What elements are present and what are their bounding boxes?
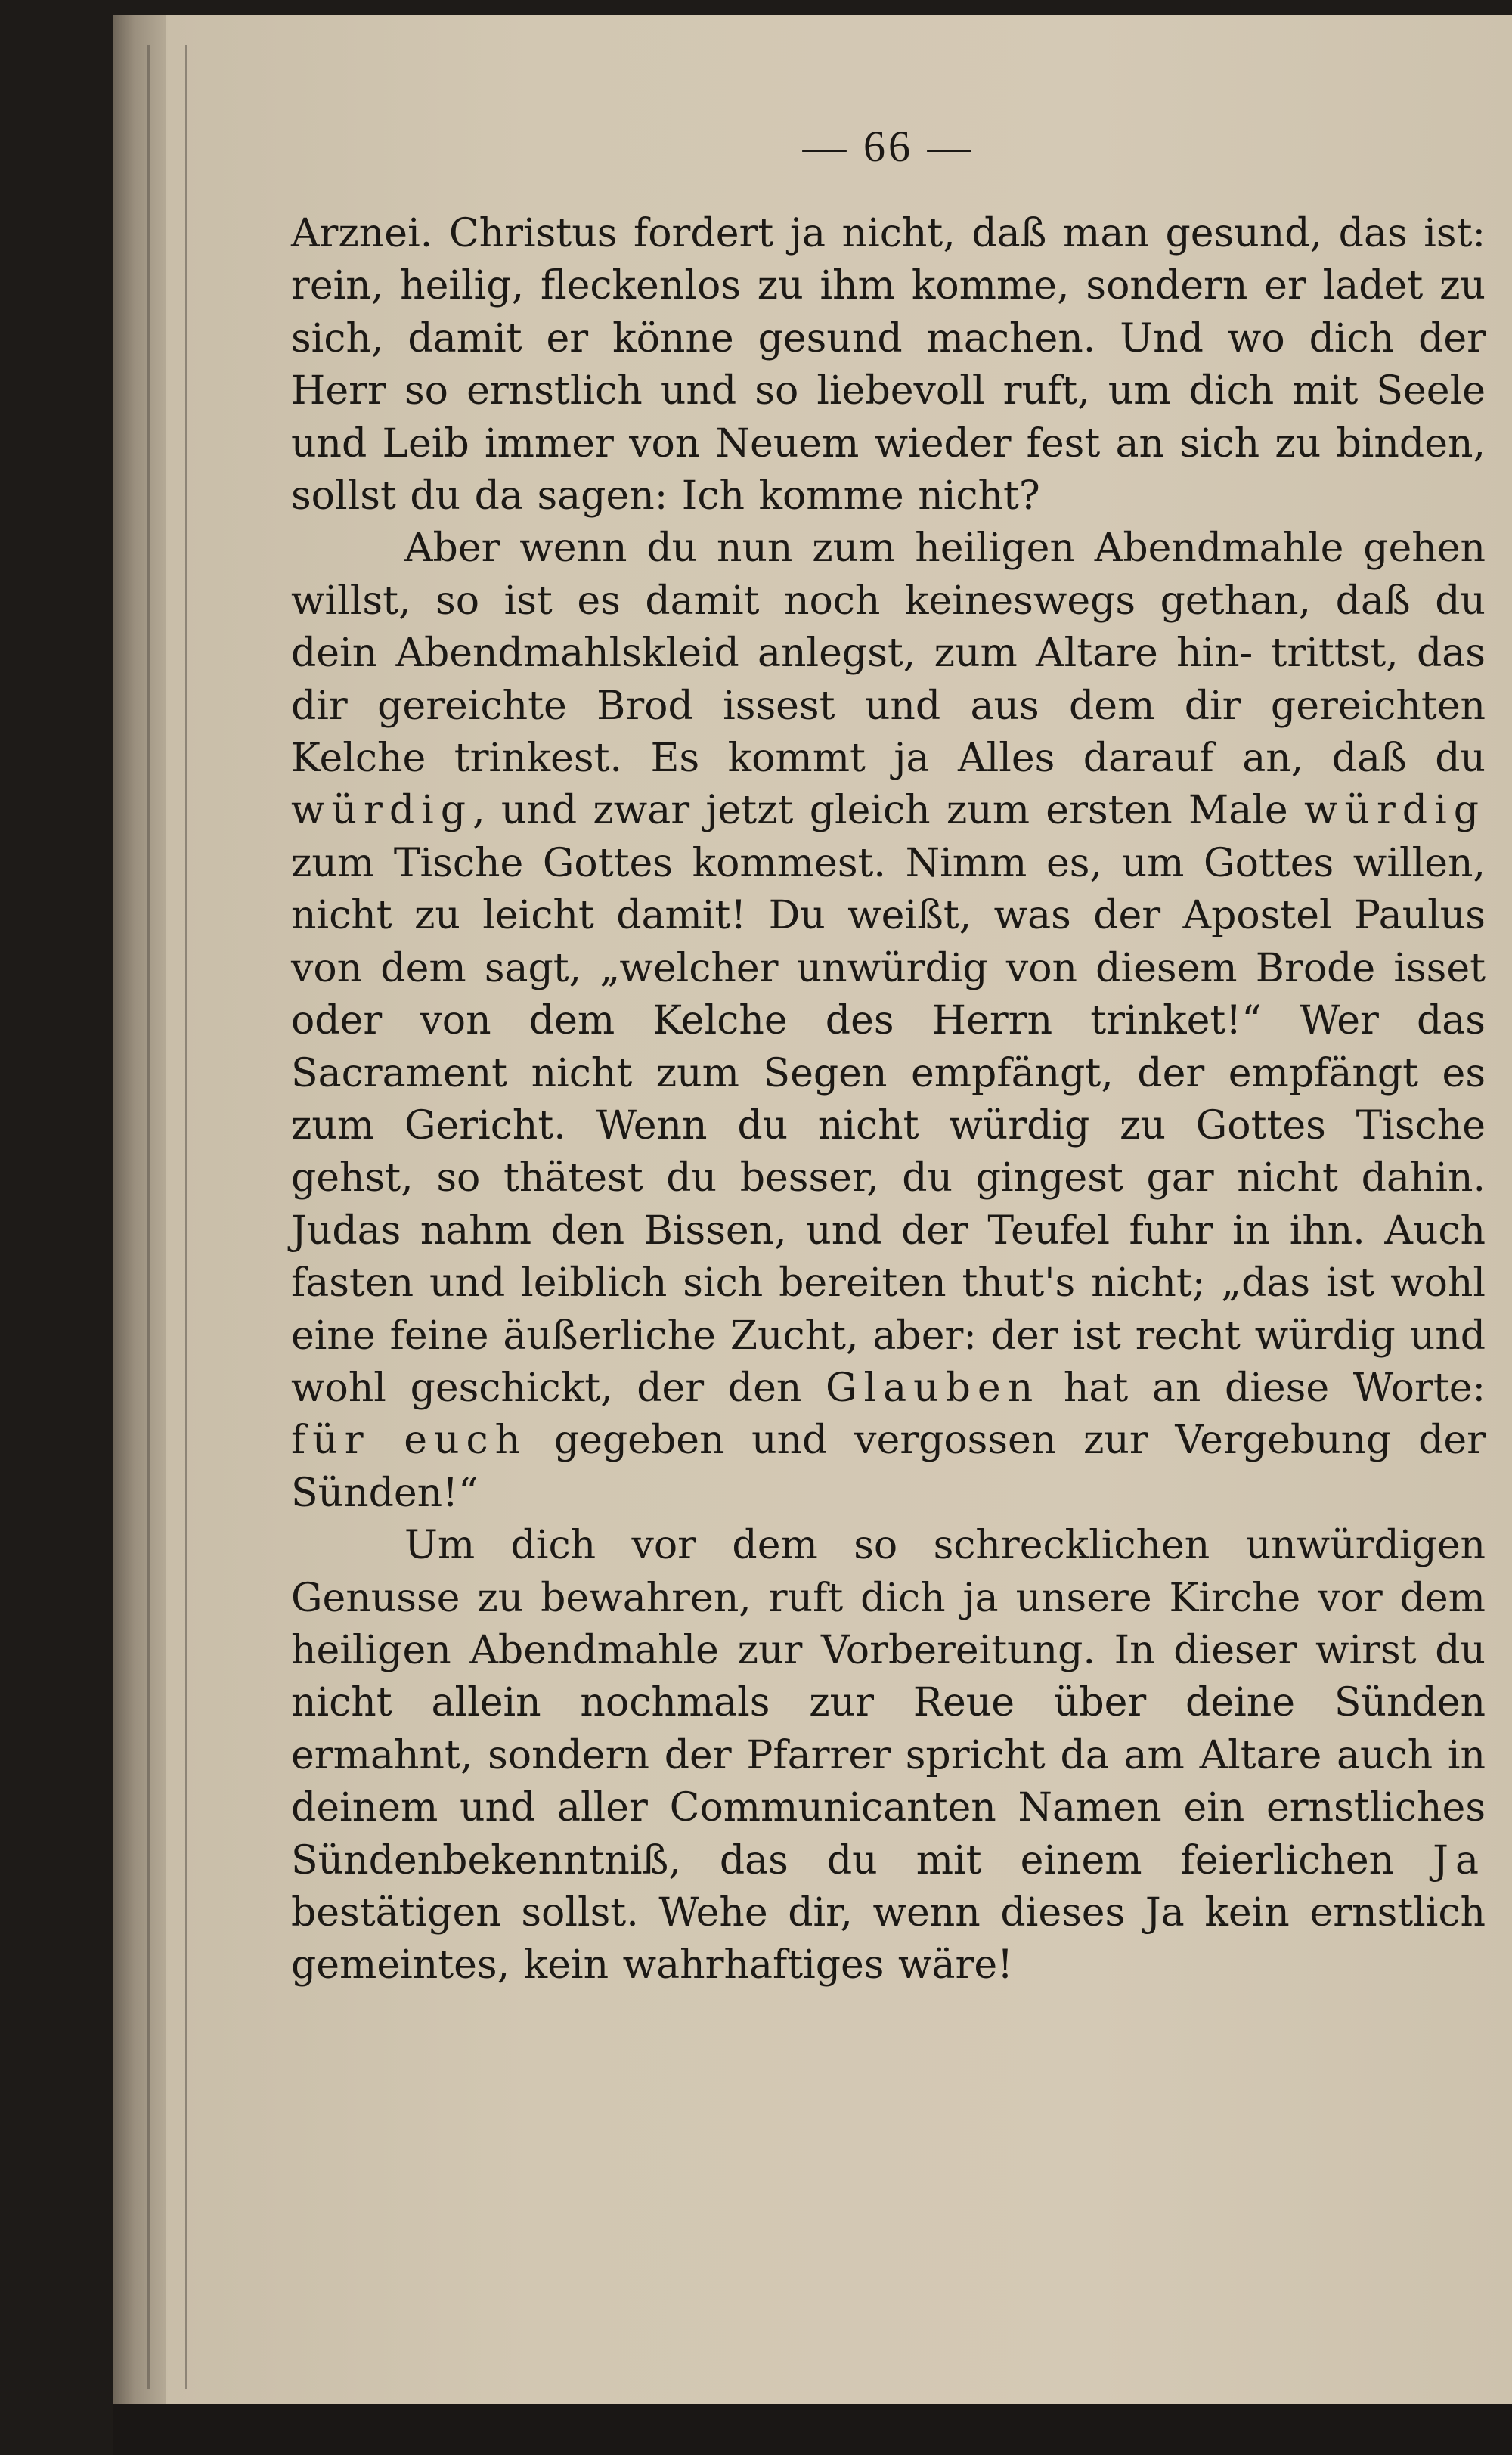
text-line: , und zwar jetzt gleich zum ersten — [472, 788, 1173, 834]
emphasized-word: würdig — [1303, 788, 1486, 834]
paragraph-2 — [291, 522, 1486, 1520]
text-line: gereichten Kelche trinkest. Es kommt ja Alles darauf — [291, 683, 1486, 782]
text-line: wohl geschickt, der den — [291, 1365, 802, 1411]
page-edge-line — [185, 45, 187, 2389]
text-line: Arznei. Christus fordert ja nicht, daß man gesund, — [291, 211, 1323, 256]
text-line: Altare auch in deinem und aller Communicanten Namen — [291, 1732, 1486, 1831]
text-line: was der Apostel Paulus von dem sagt, „welcher — [291, 893, 1486, 991]
text-line: daß du dein Abendmahlskleid anlegst, zum Altare hin- — [291, 578, 1486, 677]
text-line: des Herrn trinket!“ Wer das Sacrament nicht zum — [291, 998, 1486, 1096]
text-line: bestätigen sollst. Wehe dir, wenn dieses — [291, 1890, 1126, 1936]
text-line: wirst du nicht allein nochmals zur Reue über deine — [291, 1627, 1486, 1726]
emphasized-word: für euch — [291, 1418, 528, 1464]
page-edge-line — [147, 45, 150, 2389]
text-line: komme nicht? — [758, 473, 1040, 519]
text-line: Bissen, und der Teufel fuhr in ihn. Auch fasten und — [291, 1207, 1486, 1307]
paragraph-1 — [291, 208, 1486, 522]
text-line: wieder fest an sich zu binden, sollst du da sagen: Ich — [291, 420, 1486, 519]
text-line: Und wo dich der Herr so ernstlich und so liebevoll — [291, 315, 1486, 414]
text-line: Segen empfängt, der empfängt es zum Gericht. Wenn — [291, 1050, 1486, 1148]
text-line: hat an diese Worte: — [1063, 1365, 1486, 1411]
text-line: besser, du gingest gar nicht dahin. Judas nahm den — [291, 1155, 1486, 1254]
text-line: ruft, um dich mit Seele und Leib immer von Neuem — [291, 368, 1486, 467]
text-line: ein ernstliches Sündenbekenntniß, das du mit einem — [291, 1785, 1486, 1883]
text-line: das ist: rein, heilig, fleckenlos zu ihm komme, — [291, 211, 1486, 309]
paragraph-3 — [291, 1520, 1486, 1992]
text-line: gehen willst, so ist es damit noch keineswegs gethan, — [291, 525, 1486, 624]
text-line: Aber wenn du nun zum heiligen Abendmahle — [404, 525, 1344, 572]
text-line: Male — [1188, 788, 1288, 834]
text-line: Sünden ermahnt, sondern der Pfarrer spricht da am — [291, 1680, 1486, 1778]
text-line: leiblich sich bereiten thut's nicht; „das ist wohl eine — [291, 1260, 1486, 1359]
text-line: trittst, das dir gereichte Brod issest und aus dem dir — [291, 631, 1486, 729]
book-gutter — [113, 15, 166, 2427]
page-content — [291, 121, 1486, 1992]
bottom-shadow — [113, 2404, 1512, 2455]
text-line: an, daß du — [1242, 736, 1486, 782]
emphasized-word: würdig — [291, 788, 473, 834]
text-line: Genusse zu bewahren, ruft dich ja unsere Kirche vor — [291, 1575, 1383, 1621]
text-line: dem heiligen Abendmahle zur Vorbereitung. In dieser — [291, 1575, 1486, 1673]
text-line: zum Tische Gottes kommest. Nimm — [291, 840, 1027, 886]
text-line: sondern er ladet zu sich, damit er könne gesund machen. — [291, 263, 1486, 361]
text-line: es, um Gottes willen, nicht zu leicht damit! Du weißt, — [291, 840, 1486, 939]
text-line: Sünden!“ — [291, 1470, 479, 1516]
text-line: feierlichen — [1180, 1837, 1395, 1883]
text-line: feine äußerliche Zucht, aber: der ist recht würdig und — [389, 1313, 1486, 1359]
text-line: unwürdig von diesem Brode isset oder von dem Kelche — [291, 945, 1486, 1044]
emphasized-word: Glauben — [825, 1365, 1040, 1411]
page-number: — 66 — — [802, 122, 974, 171]
text-line: Ja kein ernstlich gemeintes, kein wahrhaftiges wäre! — [291, 1890, 1486, 1988]
emphasized-word: Ja — [1433, 1837, 1486, 1883]
text-line: du nicht würdig zu Gottes Tische gehst, so thätest du — [291, 1102, 1486, 1201]
text-line: gegeben und vergossen zur Vergebung der — [553, 1418, 1486, 1464]
text-line: Um dich vor dem so schrecklichen unwürdigen — [404, 1523, 1486, 1569]
